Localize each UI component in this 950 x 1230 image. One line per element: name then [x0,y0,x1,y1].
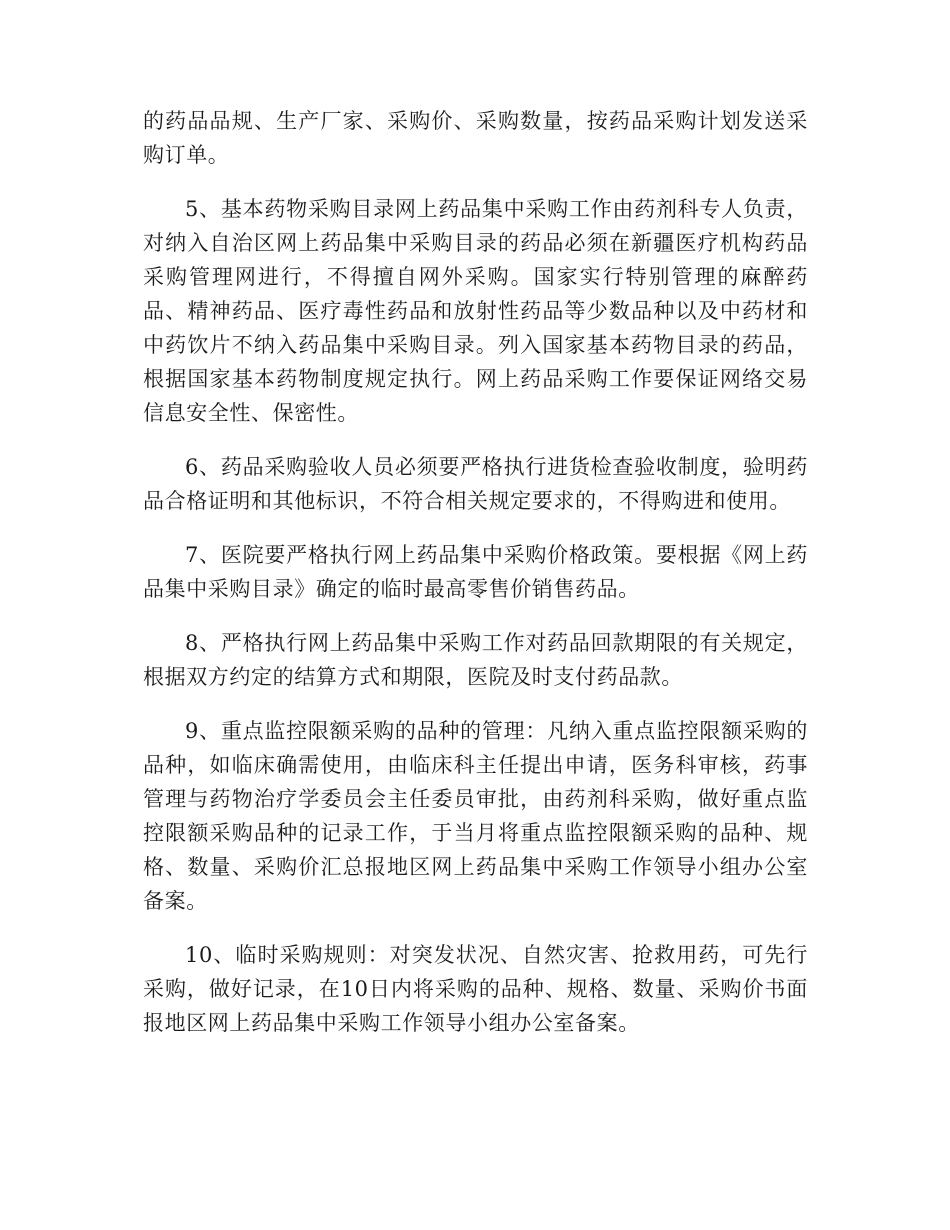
document-body [143,104,808,1060]
paragraph-item-8: 8、严格执行网上药品集中采购工作对药品回款期限的有关规定，根据双方约定的结算方式和期限，医院及时支付药品款。 [143,631,808,689]
paragraph-item-7: 7、医院要严格执行网上药品集中采购价格政策。要根据《网上药品集中采购目录》确定的临时最高零售价销售药品。 [143,543,808,601]
paragraph-continuation: 的药品品规、生产厂家、采购价、采购数量，按药品采购计划发送采购订单。 [143,109,808,167]
paragraph-item-9: 9、重点监控限额采购的品种的管理：凡纳入重点监控限额采购的品种，如临床确需使用，由临床科主任提出申请，医务科审核，药事管理与药物治疗学委员会主任委员审批，由药剂科采购，做好重点监控限额采购品种的记录工作，于当月将重点监控限额采购的品种、规格、数量、采购价汇总报地区网上药品集中采购工作领导小组办公室备案。 [143,719,808,913]
paragraph-item-6: 6、药品采购验收人员必须要严格执行进货检查验收制度，验明药品合格证明和其他标识，不符合相关规定要求的，不得购进和使用。 [143,455,808,513]
paragraph-item-5: 5、基本药物采购目录网上药品集中采购工作由药剂科专人负责，对纳入自治区网上药品集中采购目录的药品必须在新疆医疗机构药品采购管理网进行，不得擅自网外采购。国家实行特别管理的麻醉药品、精神药品、医疗毒性药品和放射性药品等少数品种以及中药材和中药饮片不纳入药品集中采购目录。列入国家基本药物目录的药品，根据国家基本药物制度规定执行。网上药品采购工作要保证网络交易信息安全性、保密性。 [143,197,808,425]
paragraph-item-10: 10、临时采购规则：对突发状况、自然灾害、抢救用药，可先行采购，做好记录，在10日内将采购的品种、规格、数量、采购价书面报地区网上药品集中采购工作领导小组办公室备案。 [143,943,808,1035]
